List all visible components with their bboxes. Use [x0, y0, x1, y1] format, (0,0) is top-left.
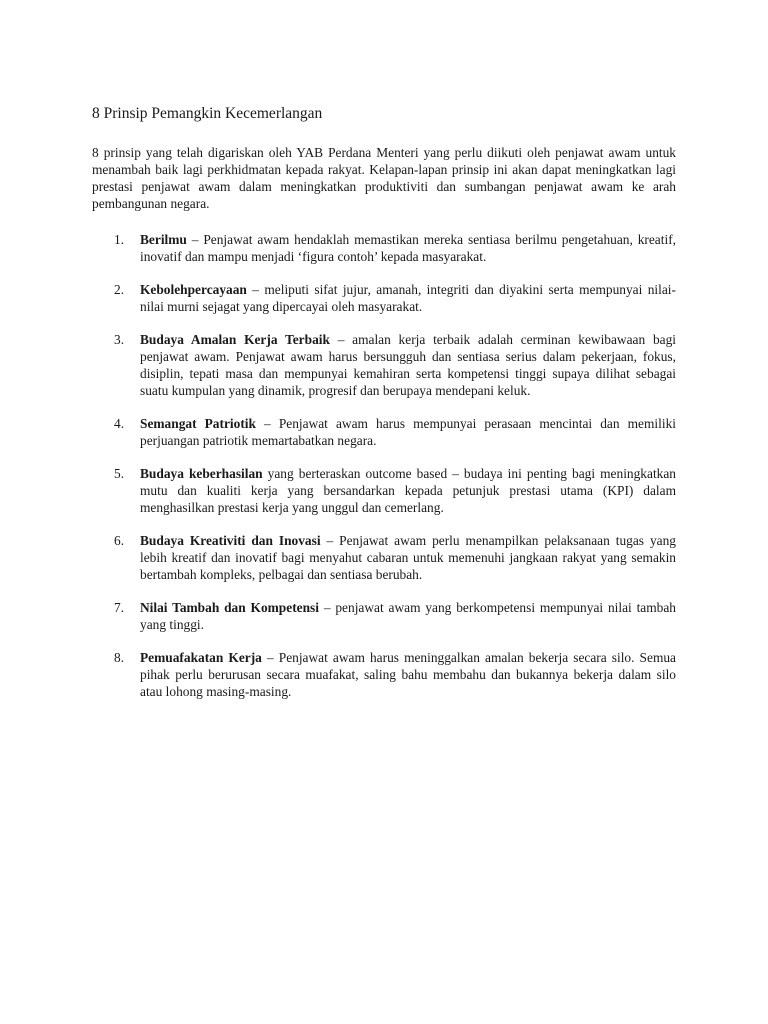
list-item-term: Budaya Kreativiti dan Inovasi — [140, 533, 321, 548]
list-item — [92, 415, 676, 449]
list-item-term: Semangat Patriotik — [140, 416, 256, 431]
list-item-text: yang berteraskan outcome based – budaya ini penting bagi meningkatkan mutu dan kualiti kerja yang bersandarkan kepada petunjuk prestasi utama (KPI) dalam menghasilkan prestasi kerja yang unggul dan cemerlang. — [140, 466, 677, 515]
list-item-term: Pemuafakatan Kerja — [140, 650, 262, 665]
list-item-number: 3. — [114, 332, 125, 347]
list-item-term: Berilmu — [140, 232, 187, 247]
list-item-term: Budaya Amalan Kerja Terbaik — [140, 332, 330, 347]
list-item-text: – meliputi sifat jujur, amanah, integriti dan diyakini serta mempunyai nilai-nilai murni sejagat yang dipercayai oleh masyarakat. — [140, 282, 676, 314]
document-title: 8 Prinsip Pemangkin Kecemerlangan — [92, 105, 323, 122]
list-item-number: 1. — [114, 232, 125, 247]
list-item-number: 6. — [114, 533, 125, 548]
list-item-text: – amalan kerja terbaik adalah cerminan kewibawaan bagi penjawat awam. Penjawat awam harus bersungguh dan sentiasa serius dalam pekerjaan, fokus, disiplin, tepati masa dan mempunyai kemahiran serta kompetensi tinggi supaya dilihat sebagai suatu kumpulan yang dinamik, progresif dan berupaya mendepani keluk. — [140, 332, 676, 398]
list-item-term: Budaya keberhasilan — [140, 466, 263, 481]
list-item-text: – Penjawat awam hendaklah memastikan mereka sentiasa berilmu pengetahuan, kreatif, inovatif dan mampu menjadi ‘figura contoh’ kepada masyarakat. — [140, 232, 676, 264]
list-item — [92, 532, 676, 583]
list-item-number: 5. — [114, 466, 125, 481]
document-body — [92, 104, 676, 716]
list-item — [92, 599, 676, 633]
list-item-term: Kebolehpercayaan — [140, 282, 247, 297]
list-item-term: Nilai Tambah dan Kompetensi — [140, 600, 319, 615]
list-item-text: – penjawat awam yang berkompetensi mempunyai nilai tambah yang tinggi. — [140, 600, 677, 632]
list-item — [92, 231, 676, 265]
list-item-number: 7. — [114, 600, 125, 615]
list-item — [92, 649, 676, 700]
list-item-number: 2. — [114, 282, 125, 297]
principles-list — [92, 231, 676, 700]
list-item — [92, 331, 676, 399]
list-item — [92, 281, 676, 315]
list-item-text: – Penjawat awam harus meninggalkan amalan bekerja secara silo. Semua pihak perlu berurusan secara muafakat, saling bahu membahu dan bukannya bekerja dalam silo atau lohong masing-masing. — [140, 650, 676, 699]
intro-paragraph: 8 prinsip yang telah digariskan oleh YAB Perdana Menteri yang perlu diikuti oleh penjawat awam untuk menambah baik lagi perkhidmatan kepada rakyat. Kelapan-lapan prinsip ini akan dapat meningkatkan lagi prestasi penjawat awam dalam meningkatkan produktiviti dan sumbangan penjawat awam ke arah pembangunan negara. — [92, 145, 676, 211]
list-item-text: – Penjawat awam harus mempunyai perasaan mencintai dan memiliki perjuangan patriotik memartabatkan negara. — [140, 416, 676, 448]
list-item — [92, 465, 676, 516]
list-item-text: – Penjawat awam perlu menampilkan pelaksanaan tugas yang lebih kreatif dan inovatif bagi menyahut cabaran untuk memenuhi jangkaan rakyat yang semakin bertambah kompleks, pelbagai dan sentiasa berubah. — [140, 533, 676, 582]
list-item-number: 8. — [114, 650, 125, 665]
list-item-number: 4. — [114, 416, 125, 431]
